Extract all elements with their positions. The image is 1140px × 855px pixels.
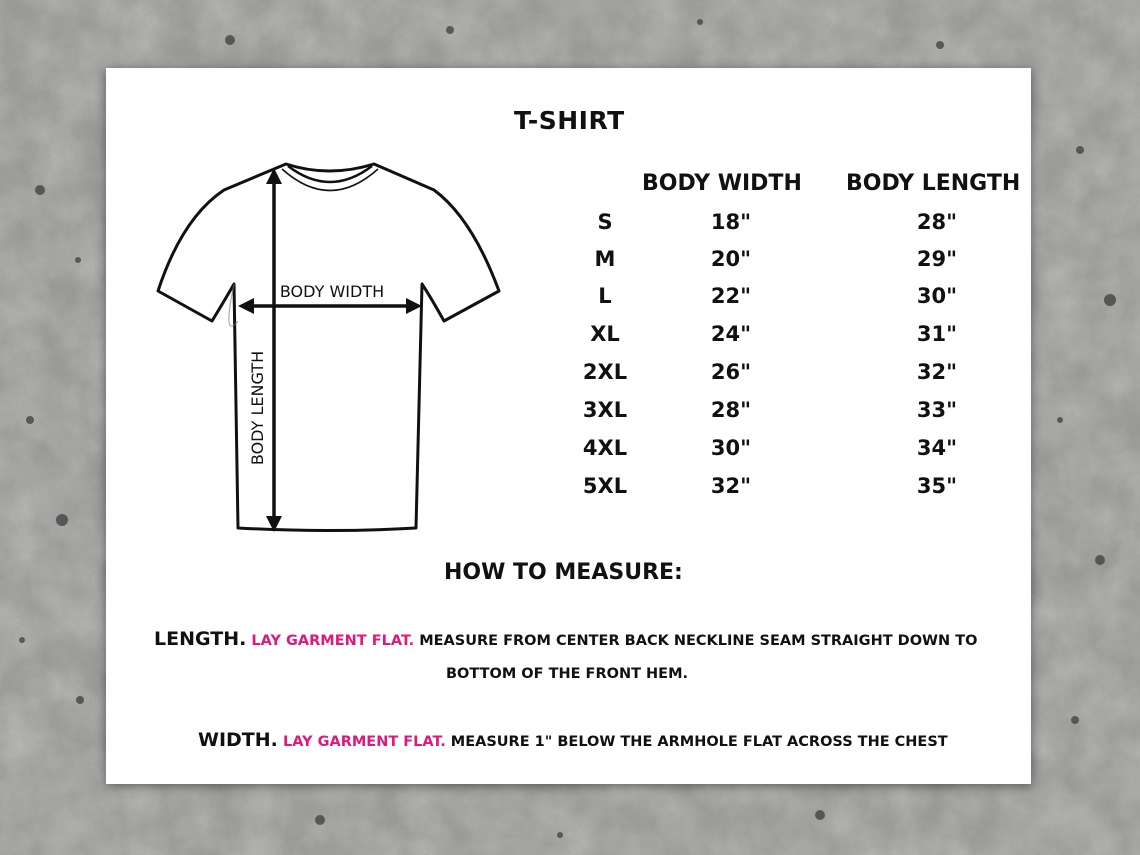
length-cell: 29" [916, 247, 958, 271]
size-cell: L [598, 284, 612, 308]
how-to-measure-title: HOW TO MEASURE: [444, 560, 683, 585]
width-cell: 22" [710, 284, 752, 308]
length-cell: 32" [916, 360, 958, 384]
table-row [106, 322, 1031, 360]
table-row [106, 474, 1031, 512]
length-cell: 31" [916, 322, 958, 346]
length-text-line2: BOTTOM OF THE FRONT HEM. [446, 666, 689, 682]
width-text: MEASURE 1" BELOW THE ARMHOLE FLAT ACROSS THE CHEST [450, 734, 948, 750]
width-cell: 26" [710, 360, 752, 384]
table-row [106, 210, 1031, 248]
width-cell: 20" [710, 247, 752, 271]
width-lead: WIDTH. [198, 729, 278, 751]
width-instruction [198, 729, 948, 751]
length-text-line1: MEASURE FROM CENTER BACK NECKLINE SEAM STRAIGHT DOWN TO [419, 633, 978, 649]
size-chart-card [106, 68, 1031, 784]
width-cell: 18" [710, 210, 752, 234]
width-highlight: LAY GARMENT FLAT. [282, 734, 446, 750]
table-row [106, 284, 1031, 322]
table-row [106, 247, 1031, 285]
width-cell: 24" [710, 322, 752, 346]
length-cell: 34" [916, 436, 958, 460]
diagram-length-label: BODY LENGTH [248, 350, 267, 466]
size-cell: 3XL [582, 398, 628, 422]
diagram-width-label: BODY WIDTH [279, 282, 385, 301]
size-cell: 5XL [582, 474, 628, 498]
table-row [106, 360, 1031, 398]
size-cell: M [594, 247, 616, 271]
length-cell: 35" [916, 474, 958, 498]
length-cell: 33" [916, 398, 958, 422]
length-cell: 30" [916, 284, 958, 308]
table-row [106, 436, 1031, 474]
size-cell: 2XL [582, 360, 628, 384]
length-instruction [154, 628, 977, 650]
length-highlight: LAY GARMENT FLAT. [251, 633, 415, 649]
size-cell: XL [590, 322, 620, 346]
size-cell: 4XL [582, 436, 628, 460]
length-lead: LENGTH. [154, 628, 247, 650]
width-cell: 28" [710, 398, 752, 422]
header-body-length: BODY LENGTH [846, 171, 1021, 196]
table-row [106, 398, 1031, 436]
length-instruction-continued [446, 666, 688, 682]
size-cell: S [597, 210, 613, 234]
length-cell: 28" [916, 210, 958, 234]
chart-title: T-SHIRT [514, 106, 625, 135]
width-cell: 32" [710, 474, 752, 498]
width-cell: 30" [710, 436, 752, 460]
header-body-width: BODY WIDTH [642, 171, 802, 196]
